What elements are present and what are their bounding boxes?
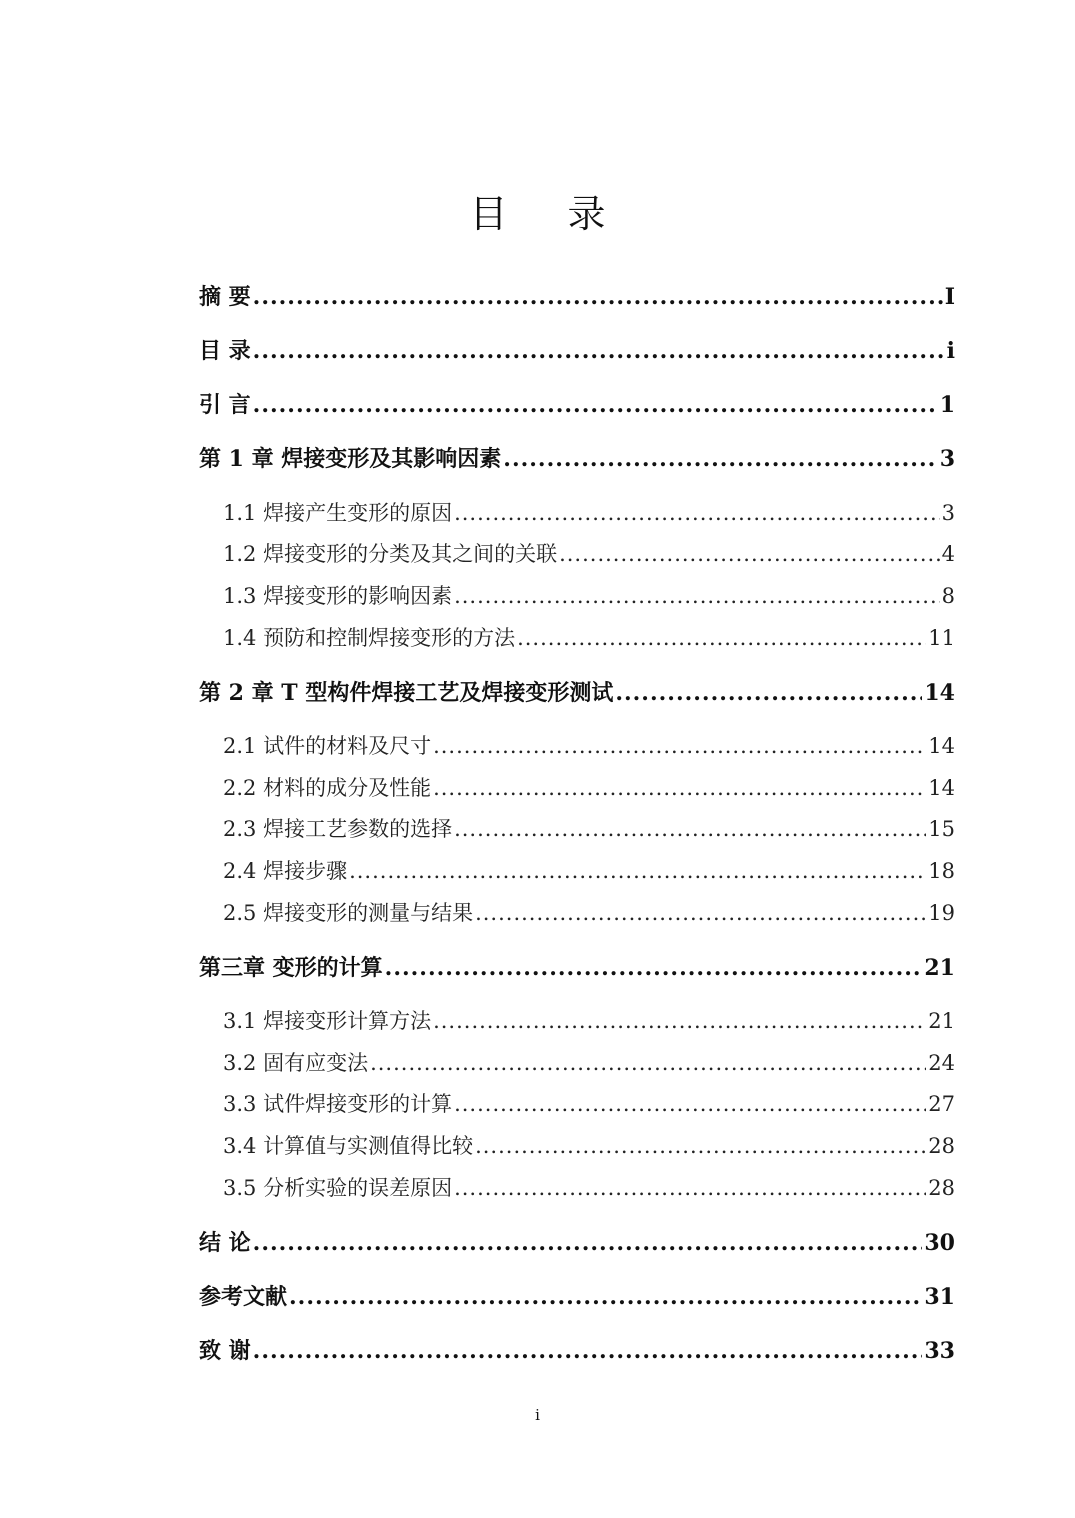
toc-entry-page: 21 — [924, 955, 955, 981]
toc-leader-dots — [289, 1284, 922, 1310]
toc-entry-page: 33 — [924, 1338, 955, 1364]
toc-entry-page: 3 — [939, 446, 955, 472]
toc-leader-dots — [253, 392, 938, 418]
toc-leader-dots — [454, 817, 926, 841]
toc-entry-label: 3.5 分析实验的误差原因 — [223, 1176, 453, 1200]
toc-entry-page: 27 — [928, 1092, 955, 1116]
toc-entry-page: i — [946, 338, 955, 364]
toc-entry-label: 3.3 试件焊接变形的计算 — [223, 1092, 453, 1116]
toc-entry-label: 1.1 焊接产生变形的原因 — [223, 501, 453, 525]
toc-entry-section-2-1[interactable] — [223, 730, 955, 760]
toc-entry-label: 1.4 预防和控制焊接变形的方法 — [223, 626, 516, 650]
toc-leader-dots — [385, 955, 923, 981]
toc-entry-references[interactable] — [199, 1280, 955, 1311]
toc-entry-label: 1.2 焊接变形的分类及其之间的关联 — [223, 542, 558, 566]
toc-leader-dots — [433, 734, 926, 758]
toc-entry-page: 4 — [941, 542, 955, 566]
toc-entry-page: 28 — [928, 1134, 955, 1158]
toc-entry-label: 2.4 焊接步骤 — [223, 859, 348, 883]
toc-entry-label: 2.3 焊接工艺参数的选择 — [223, 817, 453, 841]
toc-leader-dots — [370, 1051, 926, 1075]
toc-entry-section-1-1[interactable] — [223, 497, 955, 527]
toc-leader-dots — [433, 1009, 926, 1033]
toc-entry-chapter-3[interactable] — [199, 951, 955, 982]
toc-entry-page: 31 — [924, 1284, 955, 1310]
toc-entry-abstract[interactable] — [199, 280, 955, 311]
toc-entry-label: 结 论 — [199, 1230, 251, 1256]
toc-entry-section-3-2[interactable] — [223, 1047, 955, 1077]
toc-leader-dots — [615, 680, 922, 706]
toc-leader-dots — [454, 1176, 926, 1200]
toc-entry-page: 15 — [928, 817, 955, 841]
toc-entry-acknowledgements[interactable] — [199, 1334, 955, 1365]
toc-entry-section-1-3[interactable] — [223, 580, 955, 610]
toc-entry-section-3-5[interactable] — [223, 1172, 955, 1202]
toc-entry-label: 第三章 变形的计算 — [199, 955, 383, 981]
toc-leader-dots — [517, 626, 926, 650]
toc-entry-page: 14 — [928, 734, 955, 758]
toc-entry-section-1-4[interactable] — [223, 622, 955, 652]
toc-leader-dots — [253, 338, 945, 364]
toc-entry-contents[interactable] — [199, 334, 955, 365]
toc-entry-section-2-2[interactable] — [223, 772, 955, 802]
toc-entry-page: I — [944, 284, 955, 310]
toc-entry-label: 第 2 章 T 型构件焊接工艺及焊接变形测试 — [199, 680, 614, 706]
toc-entry-label: 2.5 焊接变形的测量与结果 — [223, 901, 474, 925]
toc-entry-conclusion[interactable] — [199, 1226, 955, 1257]
toc-entry-label: 致 谢 — [199, 1338, 251, 1364]
toc-entry-page: 18 — [928, 859, 955, 883]
toc-entry-page: 14 — [928, 776, 955, 800]
toc-entry-section-3-1[interactable] — [223, 1005, 955, 1035]
toc-entry-section-3-3[interactable] — [223, 1088, 955, 1118]
toc-entry-page: 11 — [928, 626, 955, 650]
toc-entry-label: 1.3 焊接变形的影响因素 — [223, 584, 453, 608]
toc-entry-label: 参考文献 — [199, 1284, 288, 1310]
toc-entry-page: 28 — [928, 1176, 955, 1200]
toc-entry-section-2-3[interactable] — [223, 813, 955, 843]
toc-leader-dots — [475, 901, 926, 925]
toc-entry-label: 2.1 试件的材料及尺寸 — [223, 734, 432, 758]
toc-leader-dots — [454, 1092, 926, 1116]
toc-leader-dots — [475, 1134, 926, 1158]
toc-entry-page: 24 — [928, 1051, 955, 1075]
toc-leader-dots — [253, 284, 943, 310]
toc-leader-dots — [349, 859, 926, 883]
toc-entry-chapter-1[interactable] — [199, 442, 955, 473]
toc-entry-section-3-4[interactable] — [223, 1130, 955, 1160]
toc-entry-page: 1 — [939, 392, 955, 418]
toc-entry-label: 2.2 材料的成分及性能 — [223, 776, 432, 800]
toc-leader-dots — [253, 1338, 923, 1364]
toc-entry-label: 摘 要 — [199, 284, 251, 310]
toc-leader-dots — [433, 776, 926, 800]
toc-entry-page: 30 — [924, 1230, 955, 1256]
toc-entry-chapter-2[interactable] — [199, 676, 955, 707]
page-number-footer: i — [535, 1406, 540, 1424]
toc-leader-dots — [559, 542, 940, 566]
toc-entry-label: 3.2 固有应变法 — [223, 1051, 369, 1075]
toc-entry-page: 19 — [928, 901, 955, 925]
toc-leader-dots — [454, 584, 940, 608]
toc-entry-section-1-2[interactable] — [223, 538, 955, 568]
toc-entry-page: 21 — [928, 1009, 955, 1033]
toc-leader-dots — [454, 501, 940, 525]
toc-entry-label: 3.4 计算值与实测值得比较 — [223, 1134, 474, 1158]
toc-entry-introduction[interactable] — [199, 388, 955, 419]
toc-entry-label: 目 录 — [199, 338, 251, 364]
toc-entry-label: 引 言 — [199, 392, 251, 418]
toc-entry-page: 8 — [941, 584, 955, 608]
toc-leader-dots — [253, 1230, 923, 1256]
toc-entry-section-2-4[interactable] — [223, 855, 955, 885]
toc-entry-page: 14 — [924, 680, 955, 706]
toc-entry-section-2-5[interactable] — [223, 897, 955, 927]
toc-entry-label: 第 1 章 焊接变形及其影响因素 — [199, 446, 502, 472]
toc-entry-label: 3.1 焊接变形计算方法 — [223, 1009, 432, 1033]
toc-entry-page: 3 — [941, 501, 955, 525]
toc-leader-dots — [503, 446, 937, 472]
page-title: 目 录 — [469, 192, 630, 236]
